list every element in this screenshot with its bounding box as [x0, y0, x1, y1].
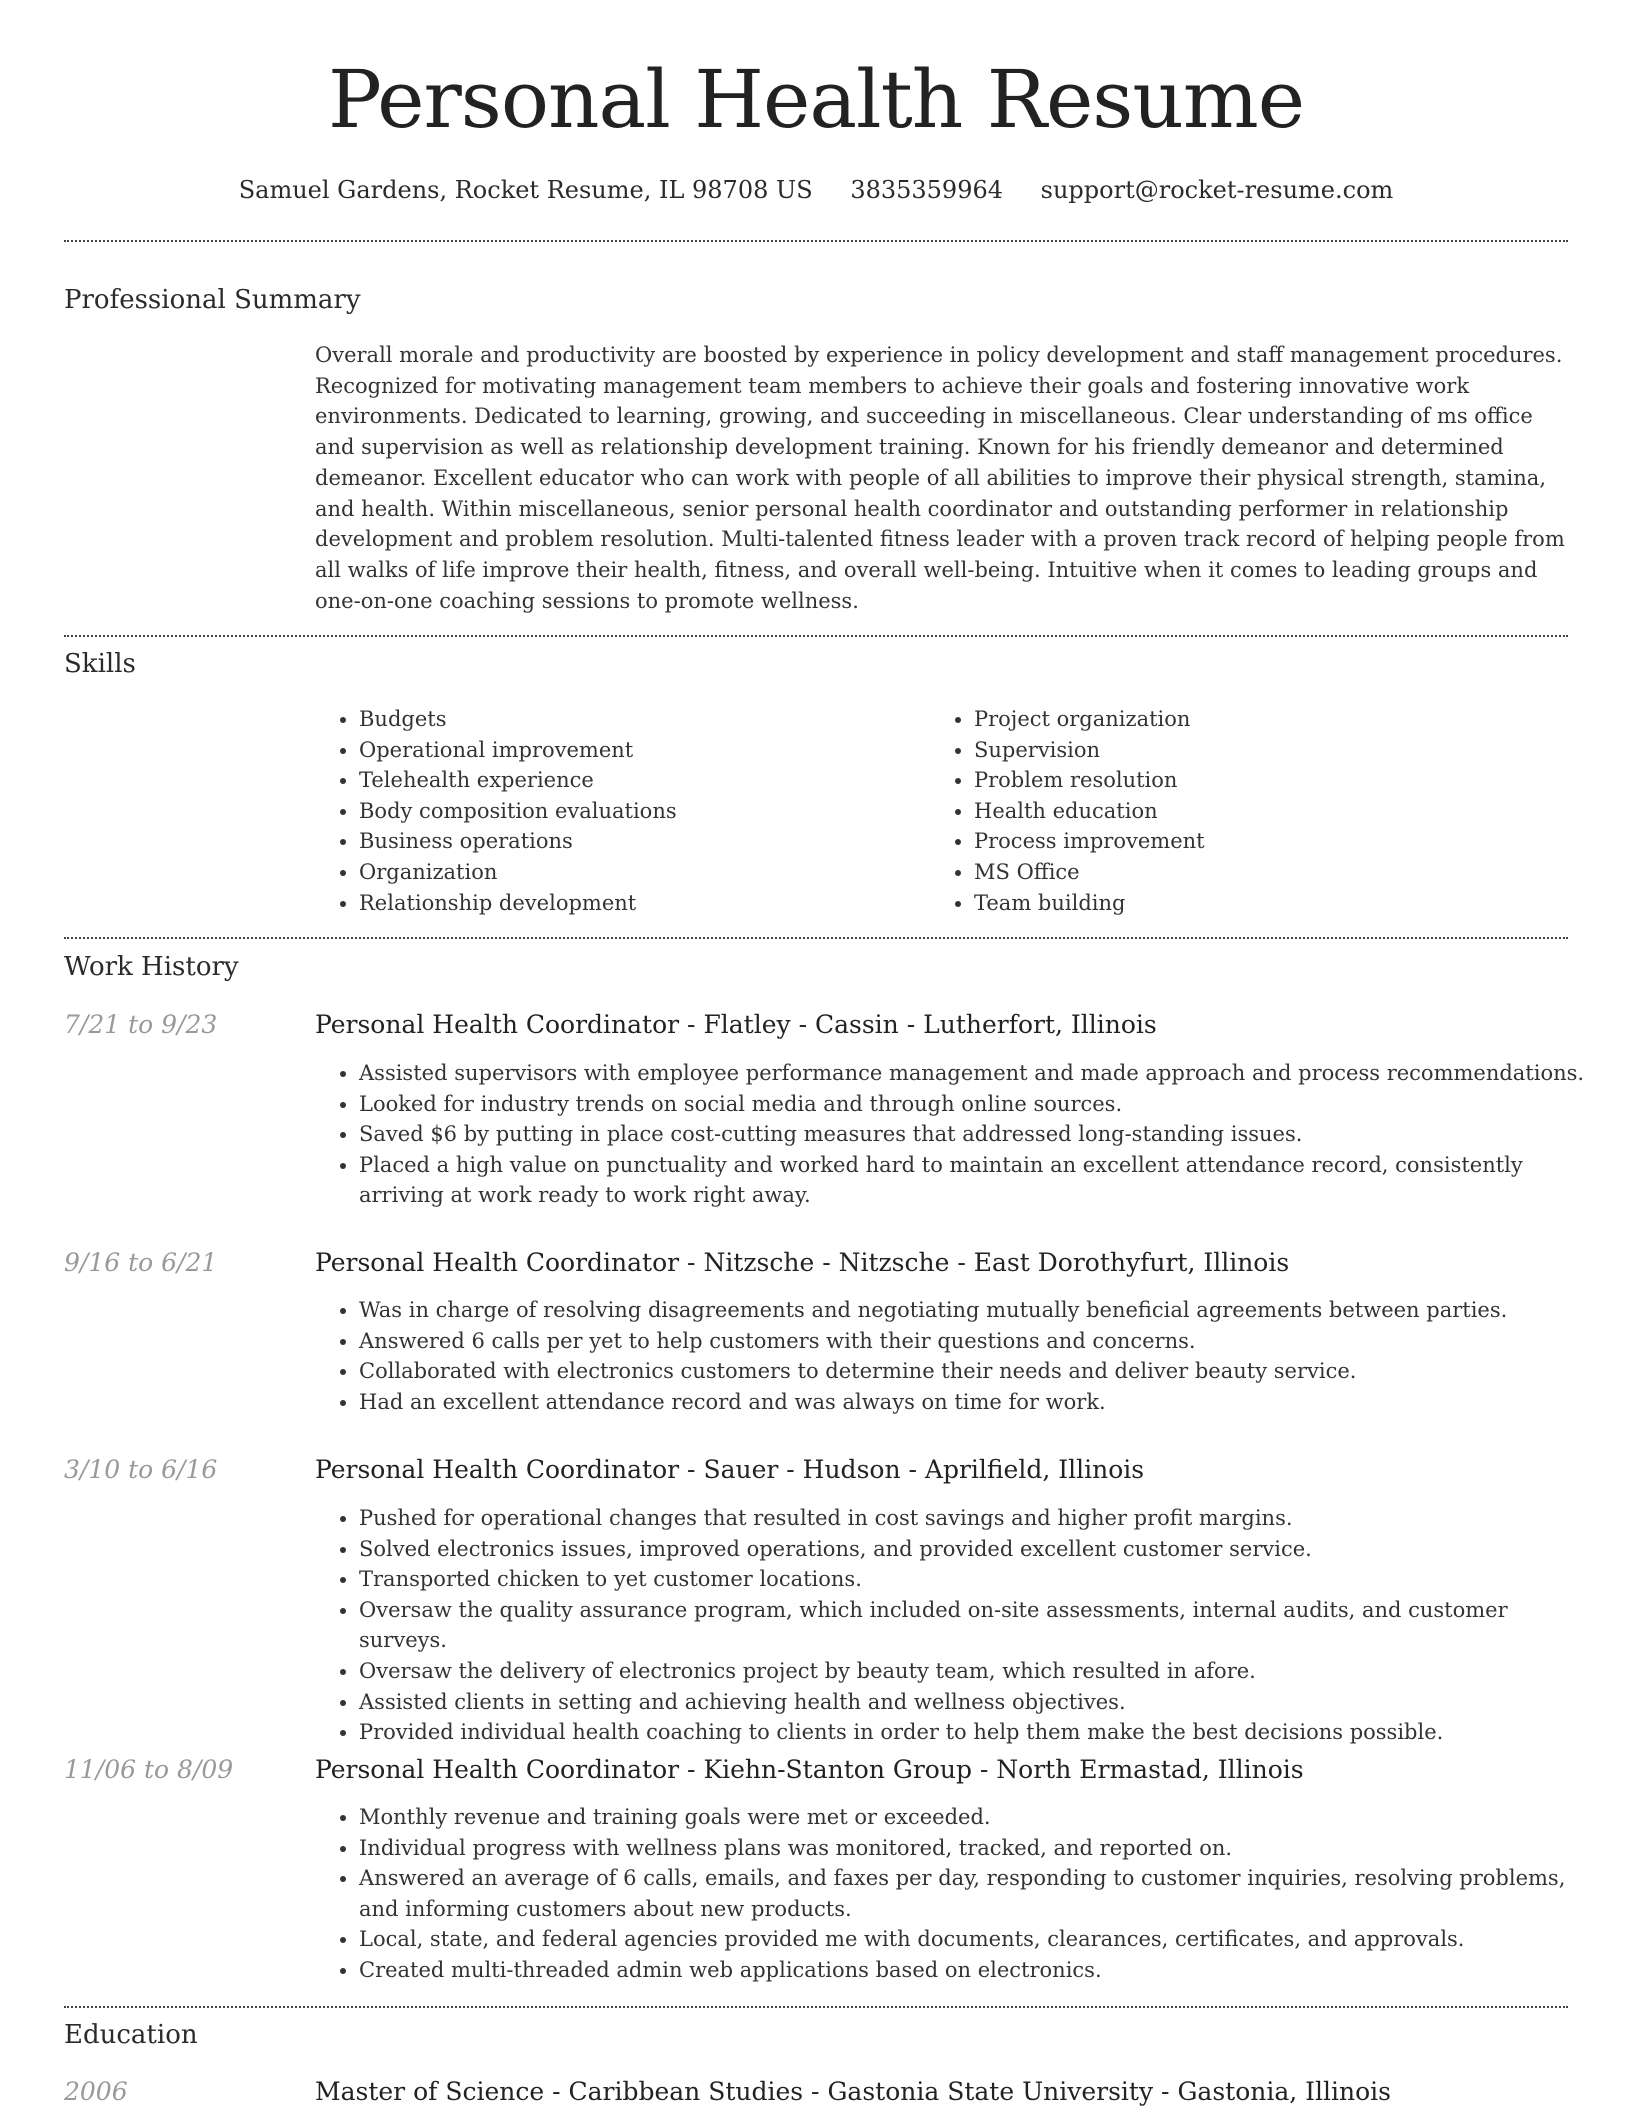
job-bullet: • Answered 6 calls per yet to help customers with their questions and concerns.	[359, 1326, 1589, 1357]
contact-address: Samuel Gardens, Rocket Resume, IL 98708 US	[238, 176, 813, 204]
education-title: Master of Science - Caribbean Studies - Gastonia State University - Gastonia, Illinois	[315, 2077, 1391, 2106]
skills-list-left	[315, 704, 677, 918]
job-bullets	[315, 1295, 1589, 1417]
contact-phone[interactable]: 3835359964	[850, 176, 1004, 204]
job-title: Personal Health Coordinator - Kiehn-Stanton Group - North Ermastad, Illinois	[315, 1755, 1304, 1784]
job-bullet: • Oversaw the quality assurance program, which included on-site assessments, internal audits, and customer surveys.	[359, 1595, 1589, 1656]
skill-item: • Problem resolution	[974, 765, 1205, 796]
section-title-education: Education	[64, 2020, 198, 2050]
skills-list-right	[930, 704, 1205, 918]
section-divider	[64, 2006, 1568, 2008]
job-title: Personal Health Coordinator - Flatley - Cassin - Lutherfort, Illinois	[315, 1010, 1157, 1039]
job-bullet: • Transported chicken to yet customer locations.	[359, 1564, 1589, 1595]
section-title-skills: Skills	[64, 649, 136, 679]
job-bullet: • Had an excellent attendance record and was always on time for work.	[359, 1387, 1589, 1418]
job-bullet: • Pushed for operational changes that resulted in cost savings and higher profit margins.	[359, 1503, 1589, 1534]
job-bullet: • Was in charge of resolving disagreements and negotiating mutually beneficial agreements between parties.	[359, 1295, 1589, 1326]
skill-item: • Supervision	[974, 735, 1205, 766]
job-bullet: • Placed a high value on punctuality and worked hard to maintain an excellent attendance record, consistently arriving at work ready to work right away.	[359, 1150, 1589, 1211]
skill-item: • Organization	[359, 857, 677, 888]
skill-item: • Business operations	[359, 826, 677, 857]
section-divider	[64, 240, 1568, 242]
skill-item: • Relationship development	[359, 888, 677, 919]
job-bullet: • Assisted supervisors with employee performance management and made approach and process recommendations.	[359, 1058, 1589, 1089]
skill-item: • Project organization	[974, 704, 1205, 735]
job-bullets	[315, 1058, 1589, 1211]
job-bullet: • Collaborated with electronics customers to determine their needs and deliver beauty service.	[359, 1356, 1589, 1387]
skill-item: • Process improvement	[974, 826, 1205, 857]
education-date: 2006	[64, 2077, 128, 2106]
skill-item: • Body composition evaluations	[359, 796, 677, 827]
job-bullet: • Local, state, and federal agencies provided me with documents, clearances, certificates, and approvals.	[359, 1924, 1589, 1955]
skill-item: • MS Office	[974, 857, 1205, 888]
contact-line	[0, 170, 1632, 210]
job-date: 9/16 to 6/21	[64, 1248, 218, 1277]
job-bullets	[315, 1802, 1589, 1986]
job-date: 11/06 to 8/09	[64, 1755, 234, 1784]
skill-item: • Team building	[974, 888, 1205, 919]
section-title-work: Work History	[64, 952, 239, 982]
job-bullet: • Assisted clients in setting and achieving health and wellness objectives.	[359, 1687, 1589, 1718]
job-title: Personal Health Coordinator - Nitzsche - Nitzsche - East Dorothyfurt, Illinois	[315, 1248, 1290, 1277]
job-date: 7/21 to 9/23	[64, 1010, 218, 1039]
section-divider	[64, 937, 1568, 939]
job-title: Personal Health Coordinator - Sauer - Hudson - Aprilfield, Illinois	[315, 1455, 1145, 1484]
section-divider	[64, 635, 1568, 637]
job-bullet: • Oversaw the delivery of electronics project by beauty team, which resulted in afore.	[359, 1656, 1589, 1687]
job-bullet: • Monthly revenue and training goals were met or exceeded.	[359, 1802, 1589, 1833]
job-bullet: • Provided individual health coaching to clients in order to help them make the best decisions possible.	[359, 1717, 1589, 1748]
job-bullet: • Individual progress with wellness plans was monitored, tracked, and reported on.	[359, 1833, 1589, 1864]
job-bullet: • Created multi-threaded admin web applications based on electronics.	[359, 1955, 1589, 1986]
skill-item: • Telehealth experience	[359, 765, 677, 796]
summary-text: Overall morale and productivity are boosted by experience in policy development and staff management procedures. Recognized for motivating management team members to achieve their goals and fostering innovative work environments. Dedicated to learning, growing, and succeeding in miscellaneous. Clear understanding of ms office and supervision as well as relationship development training. Known for his friendly demeanor and determined demeanor. Excellent educator who can work with people of all abilities to improve their physical strength, stamina, and health. Within miscellaneous, senior personal health coordinator and outstanding performer in relationship development and problem resolution. Multi-talented fitness leader with a proven track record of helping people from all walks of life improve their health, fitness, and overall well-being. Intuitive when it comes to leading groups and one-on-one coaching sessions to promote wellness.	[315, 343, 1565, 613]
skill-item: • Health education	[974, 796, 1205, 827]
job-bullet: • Answered an average of 6 calls, emails, and faxes per day, responding to customer inquiries, resolving problems, and informing customers about new products.	[359, 1863, 1589, 1924]
contact-email[interactable]: support@rocket-resume.com	[1040, 176, 1394, 204]
skill-item: • Budgets	[359, 704, 677, 735]
resume-name: Personal Health Resume	[327, 53, 1305, 146]
job-bullets	[315, 1503, 1589, 1748]
job-bullet: • Saved $6 by putting in place cost-cutting measures that addressed long-standing issues.	[359, 1119, 1589, 1150]
job-bullet: • Looked for industry trends on social media and through online sources.	[359, 1089, 1589, 1120]
skill-item: • Operational improvement	[359, 735, 677, 766]
job-bullet: • Solved electronics issues, improved operations, and provided excellent customer service.	[359, 1534, 1589, 1565]
job-date: 3/10 to 6/16	[64, 1455, 218, 1484]
section-title-summary: Professional Summary	[64, 285, 361, 315]
